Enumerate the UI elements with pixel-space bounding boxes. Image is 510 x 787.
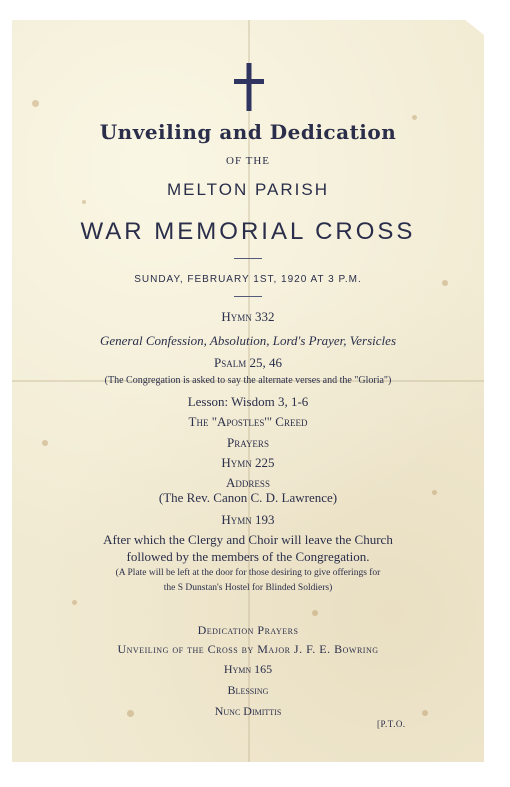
cross-icon [234, 63, 264, 111]
divider [234, 296, 262, 297]
pto-note: [P.T.O. [377, 719, 406, 729]
title-unveiling: Unveiling and Dedication [99, 120, 397, 144]
hymn-332: Hymn 332 [221, 309, 275, 324]
hymn-165: Hymn 165 [223, 662, 273, 676]
address: Address [226, 475, 270, 490]
creed: The "Apostles'" Creed [188, 414, 308, 429]
service-date: SUNDAY, FEBRUARY 1ST, 1920 AT 3 P.M. [134, 274, 362, 285]
lesson: Lesson: Wisdom 3, 1-6 [187, 394, 309, 409]
divider [234, 258, 262, 259]
recession-line-2: followed by the members of the Congregation. [126, 549, 370, 564]
recession-line-1: After which the Clergy and Choir will leave the Church [103, 532, 393, 547]
unveiling-line: Unveiling of the Cross by Major J. F. E. Bowring [117, 642, 379, 656]
title-parish: MELTON PARISH [166, 180, 330, 199]
prayers: Prayers [227, 435, 269, 450]
programme [12, 20, 484, 762]
hymn-193: Hymn 193 [221, 512, 275, 527]
psalm: Psalm 25, 46 [214, 355, 282, 370]
hymn-225: Hymn 225 [221, 455, 275, 470]
confession-line: General Confession, Absolution, Lord's Prayer, Versicles [100, 333, 396, 348]
page-title: WAR MEMORIAL CROSS [80, 218, 416, 245]
blessing: Blessing [227, 683, 269, 697]
nunc-dimittis: Nunc Dimittis [214, 704, 282, 718]
psalm-note: (The Congregation is asked to say the alternate verses and the "Gloria") [104, 375, 392, 386]
address-speaker: (The Rev. Canon C. D. Lawrence) [158, 490, 338, 505]
offering-note-2: the S Dunstan's Hostel for Blinded Soldiers) [163, 583, 333, 593]
offering-note-1: (A Plate will be left at the door for those desiring to give offerings for [115, 568, 381, 578]
title-of-the: OF THE [226, 155, 270, 167]
dedication-prayers: Dedication Prayers [197, 623, 299, 637]
